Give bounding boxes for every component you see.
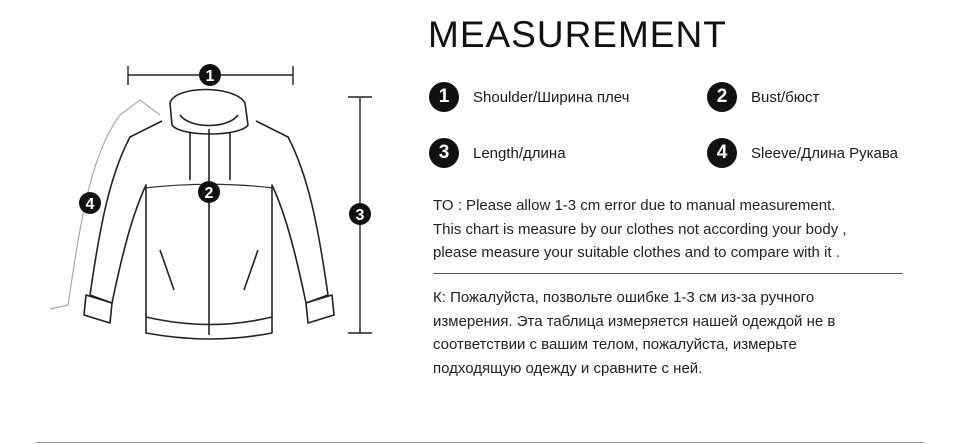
legend-label: Shoulder/Ширина плеч bbox=[473, 88, 630, 106]
svg-text:2: 2 bbox=[204, 185, 214, 202]
legend-label: Sleeve/Длина Рукава bbox=[751, 144, 898, 162]
bottom-divider bbox=[36, 442, 924, 443]
legend-number: 4 bbox=[707, 138, 737, 168]
marker-2 bbox=[198, 181, 220, 203]
legend-number: 2 bbox=[707, 82, 737, 112]
hoodie-measurement-diagram bbox=[40, 55, 380, 355]
legend-item-length bbox=[429, 138, 566, 168]
note-russian bbox=[433, 286, 933, 380]
legend-item-bust bbox=[707, 82, 819, 112]
note-line: К: Пожалуйста, позвольте ошибке 1-3 см из-за ручного bbox=[433, 289, 815, 306]
marker-3 bbox=[349, 203, 371, 225]
note-line: This chart is measure by our clothes not according your body , bbox=[433, 220, 847, 238]
svg-text:1: 1 bbox=[205, 68, 215, 85]
legend-label: Length/длина bbox=[473, 144, 566, 162]
legend-item-shoulder bbox=[429, 82, 629, 112]
note-line: подходящую одежду и сравните с ней. bbox=[433, 359, 703, 377]
note-line: please measure your suitable clothes and to compare with it . bbox=[433, 244, 840, 261]
note-line: TO : Please allow 1-3 cm error due to manual measurement. bbox=[433, 197, 836, 214]
marker-4 bbox=[79, 192, 101, 214]
hood-outline bbox=[170, 90, 248, 135]
svg-text:4: 4 bbox=[85, 196, 95, 213]
marker-1 bbox=[199, 64, 221, 86]
page-title: MEASUREMENT bbox=[428, 14, 727, 55]
legend-number: 3 bbox=[429, 138, 459, 168]
legend-item-sleeve bbox=[707, 138, 898, 168]
note-line: соответствии с вашим телом, пожалуйста, измерьте bbox=[433, 336, 797, 353]
note-line: измерения. Эта таблица измеряется нашей одеждой не в bbox=[433, 312, 836, 330]
svg-text:3: 3 bbox=[355, 207, 365, 224]
note-english bbox=[433, 194, 933, 265]
legend-label: Bust/бюст bbox=[751, 88, 820, 106]
legend-number: 1 bbox=[429, 82, 459, 112]
divider bbox=[433, 273, 903, 274]
